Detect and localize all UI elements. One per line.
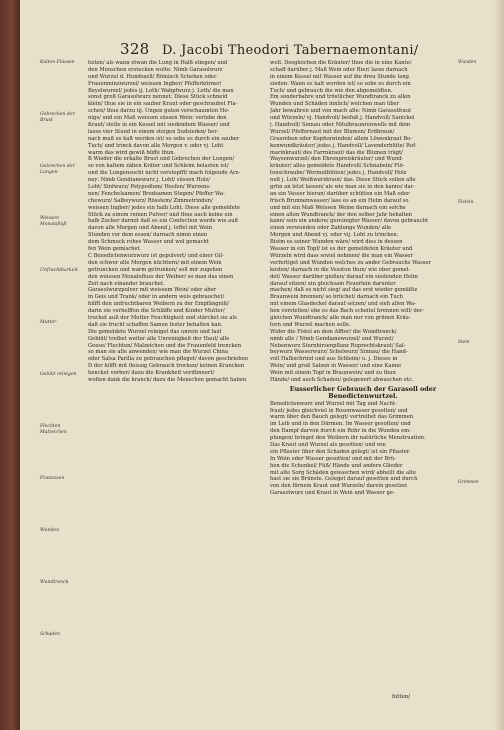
text-line: Garasolwurzpulver mit weissem Wein/ oder aber — [88, 287, 217, 294]
text-line: wolten dank die kranck/ dazu die Menschen gemacht haben — [88, 376, 247, 383]
text-line: halb Zucker darmit daß es ein Confection werde wie auß — [88, 218, 239, 225]
text-line: und Würzeln/ vj. Handvoll/ beifuß j. Handvoll/ Sanickel — [270, 115, 415, 122]
section-heading: Eusserlicher Gebrauch der Garasoll oder Benedictenwurtzel. — [289, 384, 437, 400]
text-line: Würzeln wird dass soviel nehmen/ die man ein Wasser — [270, 252, 413, 259]
text-line: Wein mit einem Topf in Braunwein/ und zu thun — [270, 370, 396, 377]
margin-note: Fisteln — [458, 200, 474, 205]
text-line: Wunden und Schäden innlich/ welchen man über — [270, 101, 400, 108]
text-line: nen/ Fenchelsamen/ Brodsamen Stegen/ Pfeffer Wa- — [88, 190, 225, 197]
text-line: sieden: Wann es kalt worden ist/ so sebe es durch ein — [270, 80, 411, 87]
text-line: machen/ daß es nicht sieg/ auf das erst wieder gemäßtz — [270, 287, 418, 294]
text-line: Hände/ und auch Schaden/ gelegenert abwaschen etc. — [270, 376, 414, 383]
right-text-column — [270, 60, 456, 497]
text-line: Grasreben oder Kopfenwinden/ allein Löwenkraut Bo- — [270, 135, 413, 142]
page-number: 328 — [120, 40, 150, 58]
text-line: ein Pflaster über den Schaden gelegt/ ist ein Pflaster. — [270, 448, 411, 455]
text-line: in einem Kessel mit Wasser auf die dreu Stunde lang — [270, 73, 410, 80]
page-title: D. Jacobi Theodori Tabernaemontani/ — [161, 43, 419, 58]
margin-note: Kalten Flüssen — [40, 60, 75, 65]
text-line: warm über den Bauch gelegt/ vertreibet das Grimmen — [270, 414, 414, 421]
text-line: kenwundkräuter/ jedes j. Handvoll/ Lavenderblüte/ Rof- — [270, 142, 417, 149]
margin-note: Weissen Monatsfluß — [40, 216, 67, 228]
text-line: einen alten Wundtranck/ der den selber Jahr behalten — [270, 211, 413, 218]
text-line: warm das wird gewiß hüffe thun. — [88, 149, 176, 156]
text-line: kann/ sein ein andere/ gereinigter Wasser/ davon gebraucht — [270, 218, 429, 225]
text-line: hen vorstellen/ ehe es das Bach scheitel brennen will/ der- — [270, 308, 425, 315]
text-line: Beyelwurzel/ jedes ij. Loth/ Wahpfwurz j. Loth/ die man — [88, 87, 234, 94]
text-line: hilfft den unfruchtbaren Weibern zu der Empfängniß/ — [88, 301, 229, 308]
text-line: dem Schmuck rohes Wasser und wol gemacht — [88, 239, 209, 246]
text-line: getruncken und warm getrunken/ soll mir zugehen — [88, 266, 223, 273]
text-line: einen verwunden oder Zahlungs Wunden/ alle — [270, 225, 392, 232]
text-line: nimb alle / Nimb Gendianewurzel/ und Wurzel/ — [270, 335, 394, 342]
left-text-column — [88, 60, 263, 384]
text-line: Garasolwurz und Kraut in Wein und Wasser ge- — [270, 490, 395, 497]
book-spine — [0, 0, 20, 730]
text-line: fraut/ jedes gleichviel in Rosenwasser gesotten/ und — [270, 407, 408, 414]
text-line: kosten/ darnach in die Vesstun thun/ wie ober gemel- — [270, 266, 411, 273]
text-line: mit einem Glasdeckel darauf setzen/ und sieh allen Wa- — [270, 301, 416, 308]
text-line: D der hilfft mit fleissig Gebrauch trocken/ keinen Krancken — [88, 363, 245, 370]
text-line: Frauenminzwurzel/ weissen Ingber/ Pfefferkörner/ — [88, 80, 222, 87]
text-line: Kraut/ stelle in ein Kessel mit siedendem Wasser/ und — [88, 122, 230, 129]
text-line: Das Kraut und Wurzel als gesotten/ und wie — [270, 442, 386, 449]
text-line: den Dampf darvon durch ein Rohr in die Wunden em- — [270, 428, 411, 435]
text-line: beywurz Wasserwurz/ Schelwurz/ Sinnau/ die Hand- — [270, 349, 408, 356]
text-line: trucket auß der Mutter Feuchtigkeit und stärcket sie als — [88, 314, 237, 321]
text-line: oder Salsa Parilla zu gebrauchen pfleget/ davon geschrieben — [88, 356, 248, 363]
text-line: nuß j. Loh/ Weißwurzkraut/ das. Diese Stück sollen alle — [270, 177, 416, 184]
margin-note: Unfruchtbarkeit — [40, 268, 78, 273]
text-line: B Wieder die erkalte Brust und Gebrechen der Lungen/ — [88, 156, 235, 163]
text-line: sonst groß Garasolwurz nennet: Diese Stück schneid — [88, 94, 228, 101]
text-line: verfertiget und Wunden welches zu ander Gebrauchs Wasser — [270, 259, 431, 266]
margin-note: Wunden — [40, 528, 60, 533]
text-line: Zeit nach einander brauchet. — [88, 280, 165, 287]
text-line: ney: Nimb Gendianewurz j. Loht/ süssen Holz/ — [88, 177, 210, 184]
text-line: im Leib und in den Därmen. Im Wasser gesotten/ und — [270, 421, 411, 428]
text-line: fen Wein gemischet. — [88, 246, 142, 253]
text-line: Em sonderbahre und tröstlicher Wundtranck zu allen — [270, 94, 411, 101]
text-line: In Wein oder Wasser gesotten/ und mit der Brü- — [270, 455, 396, 462]
text-line: kräuter/ alles gemeldete Handvoll/ Schnabeln/ Flö- — [270, 163, 405, 170]
margin-note: Flechten Malzeichen — [40, 424, 67, 436]
text-line: Wider die Fistel an dem Affter/ die Wundtranck/ — [270, 328, 397, 335]
text-line: Morgen und Abend vj. oder vij. Loht zu trincken. — [270, 232, 399, 239]
text-line: nigs/ und ein Maß weissen süssen Wein: verlebe den — [88, 115, 227, 122]
page-header — [120, 40, 418, 58]
text-line: frisch Brunnenwasser/ lass es an ein Helm darauf so — [270, 197, 409, 204]
text-line: marinkraut/ des Farrnkraut/ das die Blumen trägt/ — [270, 149, 403, 156]
text-line: Bistm es seiner Wunden wäre/ wird dies in dessen — [270, 239, 403, 246]
text-line: pfangen/ bringet den Weibern ihr natürliche Menstruation. — [270, 435, 426, 442]
text-line: voll Halbschrind und aus Schleim/ u. j. Dieses in — [270, 356, 398, 363]
text-line: in Geis und Trank/ oder in andern weis gebrauchet/ — [88, 294, 225, 301]
text-line: den weissen Monatsfluss der Weiber/ so man das einen — [88, 273, 234, 280]
text-line: tern und Wurzel machen solle. — [270, 321, 351, 328]
text-line: Wein/ und groß Salzen in Wasser/ und eine Kanne — [270, 363, 402, 370]
text-line: tisten/ als wann etwan die Lung in Halß stiegen/ und — [88, 60, 228, 66]
margin-note: Stein — [458, 340, 470, 345]
text-line: Stunden vor dem essen/ darnach nimm einen — [88, 232, 208, 239]
margin-note: Geblüt reinigen — [40, 372, 77, 377]
text-line: von den fürnem Kraut und Wurzeln/ darein gesetzet — [270, 483, 408, 490]
text-line: chewurz/ Salbeywurz/ Rösstem/ Zimmetrinden/ — [88, 197, 213, 204]
text-line: Geese/ Flechten/ Malzeichen und die Frauenfeld trencken — [88, 342, 242, 349]
text-line: daß sie frucht schaffen Samen fester behalten kan. — [88, 321, 223, 328]
text-line: gleichen Wundtranck/ alle man nur von grünen Kräu- — [270, 314, 411, 321]
text-line: schen/ thue darzu iij. Ungen guten verschaumten Ho- — [88, 108, 230, 115]
text-line: darauf sitzen/ ein gleichsam Feuerlein darunter — [270, 280, 396, 287]
margin-note: Schaden — [40, 632, 61, 637]
text-line: grün an letzt lassen/ als wie man sie in den kanns/ dar- — [270, 184, 415, 191]
text-line: und mit ein Maß Weissen Weine darnach ein solche — [270, 204, 406, 211]
text-line: den schwer alle Morgen nüchtern/ mit einem Wein — [88, 259, 222, 266]
text-line: an ein Vesser hieran/ darüber schütten ein Maß oder — [270, 190, 410, 197]
text-line: so man sie alle anwenden/ wie man die Wurzel China — [88, 349, 228, 356]
text-line: Tuch/ und gebrauch die wie den abgemeldten. — [270, 87, 393, 94]
margin-note: Gebrechen der Brust — [40, 112, 75, 124]
margin-note: Franzosen — [40, 476, 65, 481]
text-line: lasse vier Stund in einem steigen Sudsieden/ her- — [88, 128, 219, 135]
page-edge — [494, 0, 504, 730]
text-line: den Menschen erstecken wolte: Nimb Garasolwurz — [88, 66, 223, 73]
text-line: Nebenwurz Sternhirsenpflanz Ruprechtskraut/ Sal- — [270, 342, 406, 349]
margin-note: Grimmen — [458, 480, 479, 485]
text-line: und die Lungensucht nicht verstopfft/ mach folgende Arz- — [88, 170, 241, 177]
text-line: so von kaltem zähen Kräter und Schleim belasten ist/ — [88, 163, 229, 170]
text-line: Wurzel/ Pfeffernaut mit der Blumen/ Erdbraun/ — [270, 128, 395, 135]
text-line: hencket vorher/ dazu die Krankheit verdünnert/ — [88, 370, 215, 377]
text-line: Jahr bewahren und von mach alle: Nimb Garasolfraut — [270, 108, 412, 115]
text-line: Braunwein brennen/ so brüchet/ darnach ein Tuch — [270, 294, 403, 301]
text-line: Waysenwurzel/ den Ehrenpreiskräuter/ und Wund- — [270, 156, 404, 163]
margin-note: Wunden — [458, 60, 477, 65]
margin-note: Gebrechen der Lungen — [40, 164, 75, 176]
text-line: Benedictenwurz und Wurzel mit Tag und Nacht- — [270, 400, 397, 407]
text-line: Die gemeldete Wurzel reiniget das unrein und faul — [88, 328, 222, 335]
text-line: mit alte Sorg Schäden gewaschen wird/ abheilt die alte — [270, 469, 416, 476]
text-line: klein/ thue sie in ein sauber Kraut oder geschraubet Fla- — [88, 101, 238, 108]
text-line: und Wurzel d. Hundszell/ Römisch Schehen oder — [88, 73, 217, 80]
text-line: tenschraube/ Wermutblüten/ jedes j. Handvoll/ Holz — [270, 170, 407, 177]
margin-note: Mutter — [40, 320, 57, 325]
text-line: darin sie verhelffen die Schläffe und Kinder Mutter/ — [88, 308, 225, 315]
text-line: Stück zu einem reinen Pulver/ und thue auch keine ein — [88, 211, 233, 218]
text-line: j. Handvoll/ Sinnau oder Nitulbraunrenwells mit dem — [270, 122, 411, 129]
text-line: C Benedictenwurzwurz ist gepulvert/ und einer Gil- — [88, 252, 224, 259]
text-line: schaff darüber j. Maß Wein oder Bier/ lasse darnach — [270, 66, 408, 73]
margin-note: Wundtranck — [40, 580, 69, 585]
text-line: Wasser in ein Topf/ ist es der gemeldeten Kräuter und — [270, 246, 413, 253]
text-line: weissen Ingber/ jedes ein halb Loht. Diese alle gemeldete — [88, 204, 240, 211]
catchword: fotten/ — [392, 694, 411, 700]
text-line: Geblüt/ treibet weiter alle Unreinigkeit der Haut/ alle — [88, 335, 230, 342]
text-line: hen die Schenkel/ Füß/ Hände und andere Glieder — [270, 462, 403, 469]
text-line: nach muß es kalt werden ist/ so sebe es durch ein sauber — [88, 135, 240, 142]
text-line: hast sie sie Brünste. Geleget darauf gesotten und durch — [270, 476, 418, 483]
text-line: det/ Wasser darüber gießen/ darauf ein siedenden Helm — [270, 273, 418, 280]
text-line: Loht/ Sinfwurz/ Polypodium/ Hesfen/ Wurzens- — [88, 184, 211, 191]
text-line: woll. Desgleichen die Kräuter/ thue die in eine Kante/ — [270, 60, 412, 66]
text-line: Tuch/ und trinck davon alle Morgen v. oder vj. Loht — [88, 142, 224, 149]
text-line: davon alle Morgen und Abend j. loffel mit Wein — [88, 225, 213, 232]
